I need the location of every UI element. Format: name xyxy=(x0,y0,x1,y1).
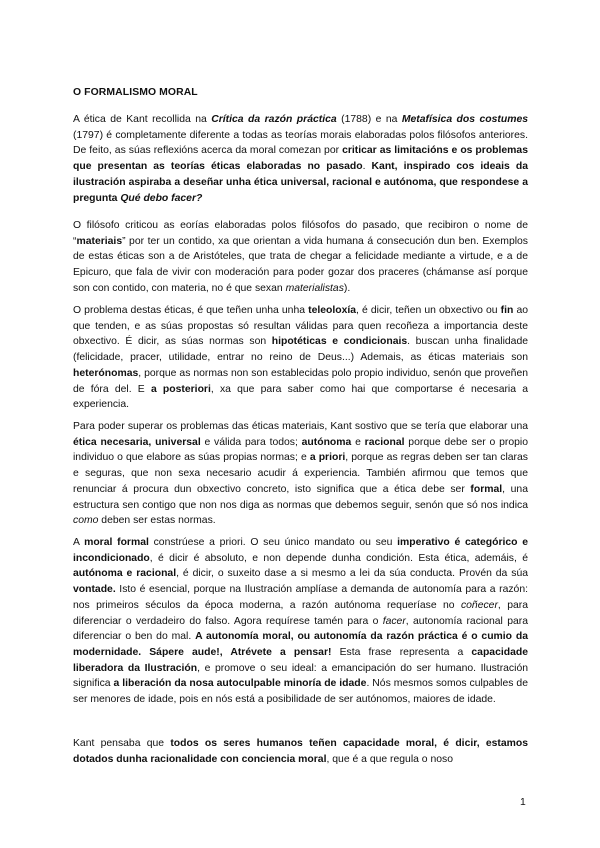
emphasis: facer xyxy=(382,615,406,627)
emphasis: a liberación da nosa autoculpable minoría de idade xyxy=(113,678,367,690)
emphasis: moral formal xyxy=(84,537,149,548)
emphasis: heterónomas xyxy=(73,367,139,379)
page-number: 1 xyxy=(520,797,526,808)
text: Para poder superar os problemas das éticas materiais, Kant sostivo que se tería que elaborar una xyxy=(73,421,528,432)
emphasis: todos os seres humanos teñen capacidade moral, é dicir, estamos dotados dunha racionalidade con conciencia moral xyxy=(73,738,528,765)
text: . xyxy=(362,161,372,173)
emphasis: materialistas xyxy=(285,282,344,294)
emphasis: imperativo é categórico e incondicionado xyxy=(73,537,529,564)
text: (1797) é completamente diferente a todas as teorías morais elaboradas polos filósofos anteriores. De feito, as súas reflexións acerca da moral comezan por xyxy=(73,129,528,157)
emphasis: formal xyxy=(470,483,503,495)
text: , autonomía racional para diferenciar o ben do mal. xyxy=(73,615,528,643)
text: . buscan unha finalidade (felicidade, pracer, utilidade, entrar no reino de Deus...) Ademais, as éticas materiais son xyxy=(73,336,528,364)
emphasis: fin xyxy=(500,305,514,316)
text: Esta frase representa a xyxy=(331,646,472,658)
paragraph-formal-moral xyxy=(73,535,528,708)
emphasis: Qué debo facer? xyxy=(120,192,203,204)
text: ao que tenden, e as súas propostas só resultan válidas para quen recoñeza a importancia deste obxectivo. É dicir, as súas normas son xyxy=(73,305,528,348)
emphasis: criticar as limitacións e os problemas que presentan as teorías éticas elaboradas no pasado xyxy=(73,145,528,173)
text: , que é a que regula o noso xyxy=(326,753,454,765)
emphasis: hipotéticas e condicionais xyxy=(271,336,408,348)
text: . Nós mesmos somos culpables de ser menores de idade, pois en nós está a posibilidade de ser autónomos, maiores de idade. xyxy=(73,678,528,706)
page-title: O FORMALISMO MORAL xyxy=(73,87,198,98)
text: constrúese a priori. O seu único mandato ou seu xyxy=(148,537,398,548)
emphasis: materiais xyxy=(76,235,123,247)
emphasis: capacidade liberadora da Ilustración xyxy=(73,646,528,674)
text: O problema destas éticas, é que teñen unha unha xyxy=(73,305,309,316)
text: , é dicir é absoluto, e non depende dunha condición. Esta ética, ademáis, é xyxy=(149,552,528,564)
emphasis: autónoma e racional xyxy=(73,568,177,580)
paragraph-capacity xyxy=(73,736,528,767)
emphasis: coñecer xyxy=(460,599,498,611)
emphasis: Metafísica dos costumes xyxy=(401,114,528,125)
text: , xa que para saber como hai que comportarse é necesaria a experiencia. xyxy=(73,383,528,411)
text: e válida para todos; xyxy=(200,436,302,448)
emphasis: como xyxy=(73,515,99,527)
text: Isto é esencial, porque na Ilustración amplíase a demanda de autonomía para a razón: nos primeiros séculos da época moderna, a razón autónoma requeríase no xyxy=(73,584,528,611)
text: , porque as regras deben ser tan claras e seguras, que non sexa necesario acudir á experiencia. También afirmou que temos que renunciar á procura dun obxectivo concreto, isto significa que a ética debe ser xyxy=(73,452,528,495)
text: e xyxy=(351,436,365,448)
emphasis: teleoloxía xyxy=(308,305,357,316)
emphasis: autónoma xyxy=(301,436,352,448)
emphasis: Crítica da razón práctica xyxy=(211,114,337,125)
text: ” por ter un contido, xa que orientan a vida humana á consecución dun ben. Exemplos de estas éticas son a de Aristóteles, que trata de chegar a felicidade mediante a virtude, e a de Epicuro, que fala de vivir con moderación para poder gozar dos praceres (chámanse así porque son con contido, con materia, no é que sexan xyxy=(73,235,528,294)
text: , é dicir, o suxeito dase a si mesmo a lei da súa conducta. Provén da súa xyxy=(176,568,529,580)
emphasis: A autonomía moral, ou autonomía da razón práctica é o cumio da modernidade. Sápere aude!, Atrévete a pensar! xyxy=(73,631,528,658)
emphasis: vontade. xyxy=(73,584,116,596)
text: , para diferenciar o verdadeiro do falso. Agora requírese tamén para o xyxy=(73,599,528,627)
emphasis: Kant, inspirado cos ideais da ilustración aspiraba a deseñar unha ética universal, racional e autónoma, que respondese a pregunta xyxy=(73,161,528,204)
paragraph-intro xyxy=(73,112,528,206)
text: , e promove o seu ideal: a emancipación do ser humano. Ilustración significa xyxy=(73,662,528,690)
text: A xyxy=(73,537,85,548)
emphasis: racional xyxy=(364,436,405,448)
text: , é dicir, teñen un obxectivo ou xyxy=(356,305,501,316)
text: O filósofo criticou as eorías elaboradas polos filósofos do pasado, que recibiron o nome de “ xyxy=(73,220,528,247)
emphasis: a priori xyxy=(309,452,346,464)
emphasis: ética necesaria, universal xyxy=(73,436,201,448)
text: porque debe ser o propio individuo o que elabore as súas propias normas; e xyxy=(73,436,528,464)
text: deben ser estas normas. xyxy=(98,515,216,527)
text: , una estructura sen contigo que non nos diga as normas que debemos seguir, senón que só nos indica xyxy=(73,483,528,511)
text: A ética de Kant recollida na xyxy=(73,114,212,125)
paragraph-overcoming xyxy=(73,419,528,529)
paragraph-problem xyxy=(73,303,528,413)
text: ). xyxy=(343,282,351,294)
emphasis: a posteriori xyxy=(150,383,211,395)
paragraph-material-ethics xyxy=(73,218,528,297)
text: Kant pensaba que xyxy=(73,738,171,749)
text: (1788) e na xyxy=(336,114,402,125)
text: , porque as normas non son establecidas polo propio individuo, senón que proveñen de fóra del. E xyxy=(73,367,528,395)
